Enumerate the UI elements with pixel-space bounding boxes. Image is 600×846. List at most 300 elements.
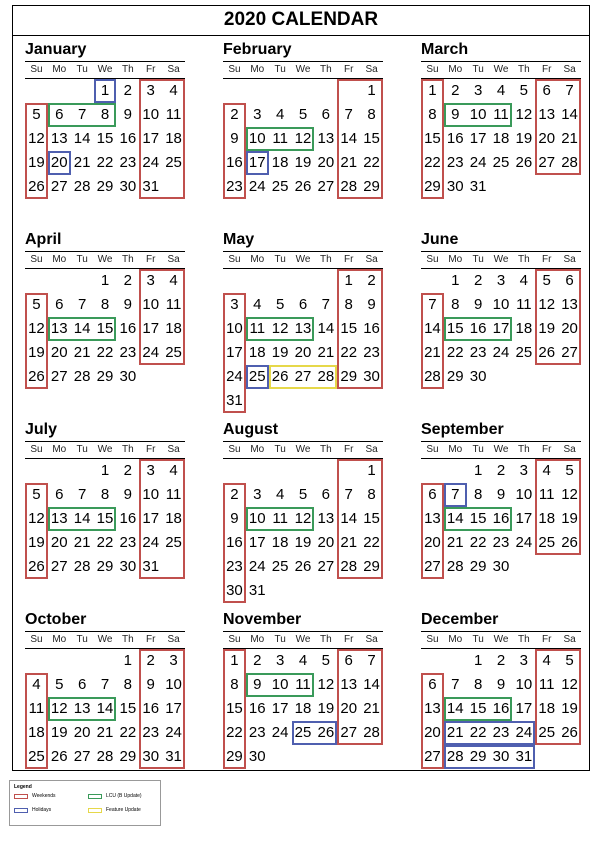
day-cell: 23 [119,154,137,171]
weekday-label: We [97,634,113,645]
day-cell: 29 [96,178,114,195]
day-cell: 15 [96,130,114,147]
legend-swatch-feature [88,808,102,813]
day-cell: 1 [428,82,437,99]
day-cell: 17 [142,130,160,147]
day-cell: 16 [492,510,510,527]
day-cell: 11 [28,700,45,717]
day-cell: 4 [169,82,178,99]
weekday-label: Su [426,64,439,75]
day-cell: 9 [230,130,239,147]
weekday-label: Mo [448,254,463,265]
weekday-label: We [97,254,113,265]
day-cell: 20 [317,154,335,171]
month-august [223,419,383,603]
day-cell: 22 [96,534,114,551]
day-cell: 27 [424,558,441,575]
day-cell: 20 [424,534,441,551]
day-grid [223,649,383,793]
day-cell: 18 [271,534,289,551]
day-cell: 31 [469,178,487,195]
day-cell: 6 [55,486,64,503]
day-cell: 5 [298,486,308,503]
day-cell: 13 [538,106,556,123]
day-cell: 13 [50,510,68,527]
day-cell: 11 [516,296,532,313]
day-cell: 17 [248,534,266,551]
day-cell: 5 [32,486,41,503]
day-cell: 17 [492,320,510,337]
day-cell: 21 [73,534,91,551]
day-cell: 20 [73,724,91,741]
day-cell: 4 [253,296,262,313]
day-cell: 28 [561,154,578,171]
weekday-label: Tu [274,64,286,75]
day-cell: 5 [298,106,308,123]
day-grid [223,459,383,603]
day-cell: 17 [248,154,266,171]
day-cell: 29 [363,558,380,575]
weekday-header [25,631,185,649]
day-cell: 22 [469,724,487,741]
weekday-label: Mo [448,444,463,455]
legend-label-holidays: Holidays [32,807,52,813]
calendar-page [12,5,590,771]
day-cell: 21 [363,700,380,717]
day-cell: 20 [424,724,441,741]
day-cell: 6 [565,272,574,289]
day-cell: 10 [165,676,182,693]
legend-item-lcu [88,793,142,799]
day-cell: 24 [515,724,533,741]
day-grid [25,79,185,223]
day-cell: 10 [469,106,487,123]
day-cell: 6 [77,676,87,693]
day-cell: 28 [446,748,464,765]
month-name: August [223,421,279,438]
weekday-label: We [493,254,509,265]
day-cell: 9 [496,676,506,693]
day-cell: 2 [230,486,239,503]
weekday-label: We [295,254,311,265]
day-grid [25,649,185,793]
month-march [421,39,581,223]
day-cell: 18 [538,510,556,527]
weekday-header [223,251,383,269]
day-cell: 6 [55,106,64,123]
weekday-label: Fr [146,634,156,645]
day-cell: 5 [32,106,41,123]
weekday-label: Su [426,444,439,455]
day-cell: 9 [367,296,376,313]
day-cell: 30 [226,582,243,599]
weekday-label: Fr [542,254,552,265]
day-cell: 26 [294,178,312,195]
page-title: 2020 CALENDAR [13,6,589,36]
day-cell: 26 [561,724,578,741]
month-name: November [223,611,302,628]
day-cell: 23 [119,344,137,361]
day-cell: 18 [248,344,266,361]
weekday-header [421,61,581,79]
day-cell: 19 [271,344,289,361]
day-cell: 19 [294,534,312,551]
day-cell: 22 [446,344,464,361]
day-cell: 25 [165,154,182,171]
day-cell: 20 [50,344,68,361]
weekday-label: Sa [167,444,180,455]
day-cell: 10 [142,106,160,123]
day-cell: 24 [515,534,533,551]
day-cell: 26 [50,748,68,765]
day-cell: 1 [230,652,239,669]
day-cell: 1 [473,462,483,479]
day-cell: 11 [249,320,266,337]
weekday-label: Th [122,64,134,75]
weekday-label: Su [426,634,439,645]
weekday-label: Sa [365,64,378,75]
day-cell: 3 [146,82,155,99]
day-cell: 25 [165,344,182,361]
day-cell: 28 [340,558,358,575]
day-cell: 12 [317,676,335,693]
day-cell: 20 [561,320,578,337]
day-cell: 24 [226,368,243,385]
day-cell: 29 [96,368,114,385]
day-cell: 3 [519,652,529,669]
day-cell: 22 [96,344,114,361]
day-cell: 14 [73,130,91,147]
weekday-label: Fr [146,64,156,75]
day-cell: 29 [119,748,137,765]
day-grid [421,79,581,223]
legend-swatch-holidays [14,808,28,813]
day-cell: 8 [100,486,110,503]
day-cell: 25 [28,748,45,765]
day-cell: 25 [248,368,266,385]
day-cell: 26 [294,558,312,575]
day-cell: 7 [100,676,110,693]
day-cell: 5 [519,82,529,99]
day-cell: 22 [340,344,358,361]
day-cell: 10 [142,486,160,503]
day-cell: 5 [565,462,574,479]
day-cell: 13 [424,700,441,717]
day-cell: 2 [473,272,483,289]
day-cell: 22 [96,154,114,171]
day-cell: 24 [248,558,266,575]
day-cell: 20 [294,344,312,361]
legend-item-holidays [14,807,51,813]
day-cell: 4 [542,462,551,479]
day-cell: 13 [73,700,91,717]
day-cell: 16 [248,700,266,717]
weekday-label: Th [320,444,332,455]
day-cell: 18 [165,320,182,337]
day-cell: 9 [123,106,133,123]
day-cell: 19 [294,154,312,171]
day-cell: 9 [123,296,133,313]
day-cell: 16 [446,130,464,147]
day-cell: 8 [344,296,353,313]
day-cell: 29 [469,748,487,765]
day-cell: 16 [492,700,510,717]
day-cell: 16 [226,154,243,171]
day-cell: 13 [561,296,578,313]
day-cell: 19 [28,154,45,171]
weekday-label: Sa [563,64,576,75]
day-cell: 3 [146,462,155,479]
month-name: January [25,41,87,58]
day-cell: 12 [538,296,556,313]
day-cell: 3 [253,486,262,503]
day-cell: 2 [367,272,376,289]
day-cell: 7 [428,296,437,313]
day-cell: 12 [271,320,289,337]
day-cell: 15 [446,320,464,337]
weekday-label: Tu [274,444,286,455]
legend-label-weekends: Weekends [32,793,56,799]
day-cell: 4 [169,462,178,479]
day-cell: 30 [363,368,380,385]
day-cell: 28 [73,558,91,575]
day-cell: 6 [428,486,437,503]
day-cell: 3 [230,296,239,313]
day-cell: 30 [119,368,137,385]
day-cell: 26 [271,368,289,385]
day-cell: 3 [496,272,506,289]
day-cell: 15 [96,510,114,527]
weekday-header [223,61,383,79]
day-cell: 13 [294,320,312,337]
day-cell: 27 [538,154,556,171]
day-cell: 1 [100,272,110,289]
day-cell: 2 [253,652,262,669]
day-cell: 11 [272,510,288,527]
day-cell: 15 [226,700,243,717]
month-february [223,39,383,223]
day-cell: 16 [226,534,243,551]
day-cell: 23 [492,534,510,551]
day-cell: 30 [492,748,510,765]
weekday-label: Sa [365,634,378,645]
day-cell: 4 [519,272,529,289]
day-cell: 8 [230,676,239,693]
day-cell: 17 [142,320,160,337]
weekday-label: Mo [448,634,463,645]
day-cell: 5 [542,272,551,289]
weekday-label: Tu [472,254,484,265]
day-cell: 29 [340,368,358,385]
day-cell: 24 [492,344,510,361]
weekday-label: We [97,444,113,455]
day-cell: 5 [55,676,64,693]
day-cell: 27 [561,344,578,361]
weekday-label: Sa [167,64,180,75]
day-cell: 8 [473,486,483,503]
weekday-label: Fr [542,444,552,455]
day-cell: 3 [253,106,262,123]
day-cell: 18 [28,724,45,741]
day-cell: 30 [119,558,137,575]
day-cell: 18 [492,130,510,147]
day-cell: 25 [538,534,556,551]
day-cell: 5 [275,296,285,313]
weekday-label: We [97,64,113,75]
day-cell: 19 [50,724,68,741]
day-cell: 21 [317,344,335,361]
day-cell: 27 [317,178,335,195]
weekday-label: Su [228,634,241,645]
day-cell: 19 [538,320,556,337]
day-cell: 30 [492,558,510,575]
weekday-label: We [493,634,509,645]
day-cell: 27 [294,368,312,385]
day-cell: 22 [119,724,137,741]
day-cell: 10 [271,676,289,693]
day-cell: 6 [428,676,437,693]
day-cell: 10 [492,296,510,313]
weekday-label: Tu [472,64,484,75]
month-november [223,609,383,793]
day-cell: 7 [77,296,87,313]
weekday-label: Su [426,254,439,265]
day-cell: 31 [226,392,243,409]
day-cell: 19 [317,700,335,717]
weekday-label: We [295,634,311,645]
day-cell: 23 [446,154,464,171]
weekday-label: Su [30,64,43,75]
weekday-label: Th [320,254,332,265]
day-cell: 25 [271,558,289,575]
day-cell: 9 [496,486,506,503]
day-cell: 17 [515,510,533,527]
day-cell: 6 [321,486,331,503]
day-cell: 14 [363,676,380,693]
day-cell: 11 [165,486,182,503]
day-cell: 29 [469,558,487,575]
day-cell: 25 [294,724,312,741]
day-cell: 16 [363,320,380,337]
day-cell: 20 [50,154,68,171]
day-cell: 14 [424,320,441,337]
day-cell: 12 [515,106,533,123]
day-cell: 14 [561,106,578,123]
day-grid [421,459,581,603]
day-cell: 17 [515,700,533,717]
day-cell: 29 [96,558,114,575]
day-cell: 9 [473,296,483,313]
weekday-label: Th [518,444,530,455]
day-cell: 25 [515,344,533,361]
day-cell: 12 [28,320,45,337]
day-cell: 6 [542,82,551,99]
day-cell: 8 [100,106,110,123]
day-cell: 2 [496,652,506,669]
day-cell: 18 [538,700,556,717]
day-cell: 8 [123,676,133,693]
day-cell: 27 [50,368,68,385]
day-cell: 12 [28,510,45,527]
day-cell: 18 [515,320,533,337]
day-cell: 15 [119,700,137,717]
day-cell: 28 [424,368,441,385]
day-cell: 7 [451,676,460,693]
day-cell: 23 [492,724,510,741]
weekday-label: Sa [365,254,378,265]
day-cell: 24 [271,724,289,741]
day-cell: 17 [271,700,289,717]
day-cell: 5 [565,652,574,669]
month-name: March [421,41,469,58]
weekday-label: Th [518,64,530,75]
day-cell: 12 [561,676,578,693]
weekday-label: Fr [542,634,552,645]
weekday-label: We [493,64,509,75]
day-cell: 16 [469,320,487,337]
legend [9,780,161,826]
legend-label-lcu: LCU (B Update) [106,793,142,799]
day-cell: 15 [469,700,487,717]
day-cell: 29 [424,178,441,195]
day-cell: 20 [50,534,68,551]
day-cell: 30 [142,748,160,765]
weekday-label: Mo [250,64,265,75]
day-cell: 31 [165,748,182,765]
day-cell: 27 [424,748,441,765]
day-cell: 14 [96,700,114,717]
weekday-label: Su [30,254,43,265]
weekday-label: We [295,444,311,455]
day-cell: 10 [248,130,266,147]
weekday-label: Fr [344,444,354,455]
weekday-label: Mo [250,634,265,645]
day-cell: 28 [317,368,335,385]
day-cell: 25 [492,154,510,171]
day-cell: 31 [515,748,533,765]
day-cell: 26 [28,368,45,385]
month-june [421,229,581,413]
day-cell: 1 [367,462,376,479]
weekday-header [223,441,383,459]
day-cell: 12 [50,700,68,717]
day-cell: 5 [321,652,331,669]
day-cell: 7 [321,296,331,313]
day-cell: 12 [561,486,578,503]
day-cell: 13 [50,130,68,147]
day-cell: 12 [294,130,312,147]
weekday-header [25,61,185,79]
weekday-label: Sa [167,634,180,645]
day-cell: 17 [226,344,243,361]
day-cell: 16 [119,130,137,147]
day-cell: 16 [119,510,137,527]
day-cell: 13 [424,510,441,527]
day-cell: 22 [363,534,380,551]
day-cell: 10 [226,320,243,337]
weekday-label: We [295,64,311,75]
day-cell: 24 [248,178,266,195]
day-cell: 24 [165,724,182,741]
day-cell: 18 [165,510,182,527]
day-cell: 28 [446,558,464,575]
day-cell: 9 [253,676,262,693]
weekday-label: Fr [344,64,354,75]
day-cell: 14 [317,320,335,337]
day-cell: 26 [317,724,335,741]
day-cell: 5 [32,296,41,313]
weekday-label: Tu [274,254,286,265]
